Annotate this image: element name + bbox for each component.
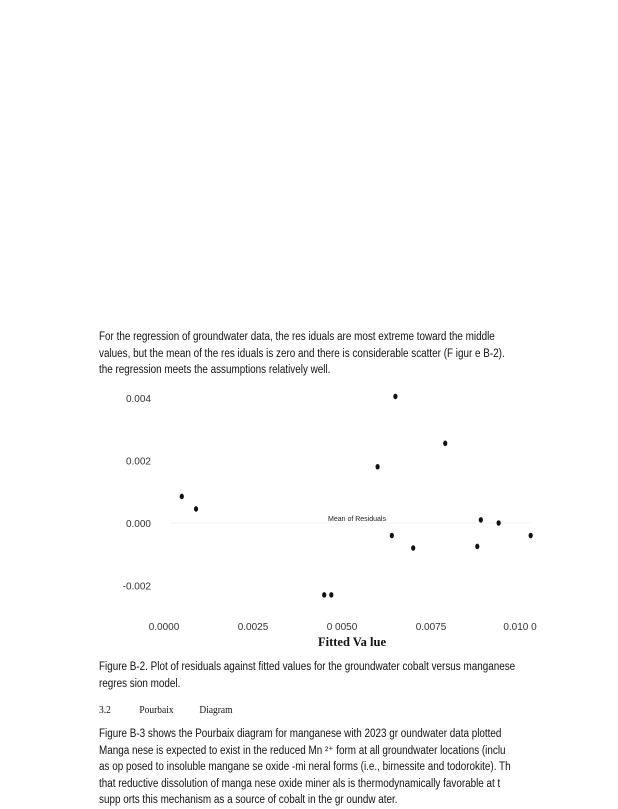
text-line: supp orts this mechanism as a source of cobalt in the gr oundw ater. — [99, 794, 398, 806]
data-point — [376, 464, 380, 470]
data-point — [393, 394, 397, 400]
y-axis-ticks — [123, 394, 152, 593]
x-tick-label: 0 0050 — [326, 622, 358, 633]
caption-line: Figure B-2. Plot of residuals against fitted values for the groundwater cobalt versus manganese — [99, 661, 516, 673]
y-tick-label: 0.002 — [125, 456, 151, 468]
mean-line-label: Mean of Residuals — [328, 516, 386, 523]
data-point — [180, 494, 184, 500]
text-line: For the regression of groundwater data, the res iduals are most extreme toward the middle — [99, 331, 495, 343]
paragraph-pourbaix — [99, 726, 618, 809]
y-tick-label: 0.004 — [125, 394, 151, 405]
text-line: Manga nese is expected to exist in the reduced Mn ²⁺ form at all groundwater locations (inclu — [99, 744, 506, 757]
residuals-scatter-plot — [0, 380, 618, 655]
data-point — [194, 506, 198, 512]
data-point — [411, 545, 415, 551]
data-point — [529, 533, 533, 539]
x-axis-ticks — [149, 622, 537, 633]
data-point — [329, 592, 333, 598]
x-tick-label: 0.0075 — [415, 622, 447, 633]
data-point — [475, 544, 479, 550]
paragraph-residuals — [99, 329, 618, 379]
section-heading — [99, 704, 258, 716]
text-line: Figure B-3 shows the Pourbaix diagram for manganese with 2023 gr oundwater data plotted — [99, 728, 502, 740]
data-point — [479, 517, 483, 523]
y-tick-label: 0.000 — [125, 519, 151, 530]
data-point — [322, 592, 326, 598]
text-line: the regression meets the assumptions relatively well. — [99, 364, 331, 376]
section-title-word: Pourbaix — [139, 704, 174, 716]
y-tick-label: -0.002 — [122, 581, 151, 593]
caption-line: regres sion model. — [99, 677, 181, 690]
x-tick-label: 0.010 0 — [503, 622, 537, 633]
text-line: values, but the mean of the res iduals is zero and there is considerable scatter (F igur e B-2). — [99, 347, 505, 360]
data-points — [180, 394, 533, 598]
x-tick-label: 0.0000 — [148, 622, 180, 633]
text-line: as op posed to insoluble mangane se oxide -mi neral forms (i.e., birnessite and todorokite). Th — [99, 761, 511, 773]
figure-caption — [99, 659, 618, 692]
x-tick-label: 0.0025 — [237, 622, 269, 633]
x-axis-label: Fitted Va lue — [317, 635, 387, 649]
text-line: that reductive dissolution of manga nese oxide miner als is thermodynamically favorable at t — [99, 777, 501, 790]
data-point — [390, 533, 394, 539]
section-number: 3.2 — [99, 704, 111, 716]
data-point — [443, 441, 447, 447]
data-point — [497, 520, 501, 526]
section-title-word: Diagram — [199, 704, 233, 716]
